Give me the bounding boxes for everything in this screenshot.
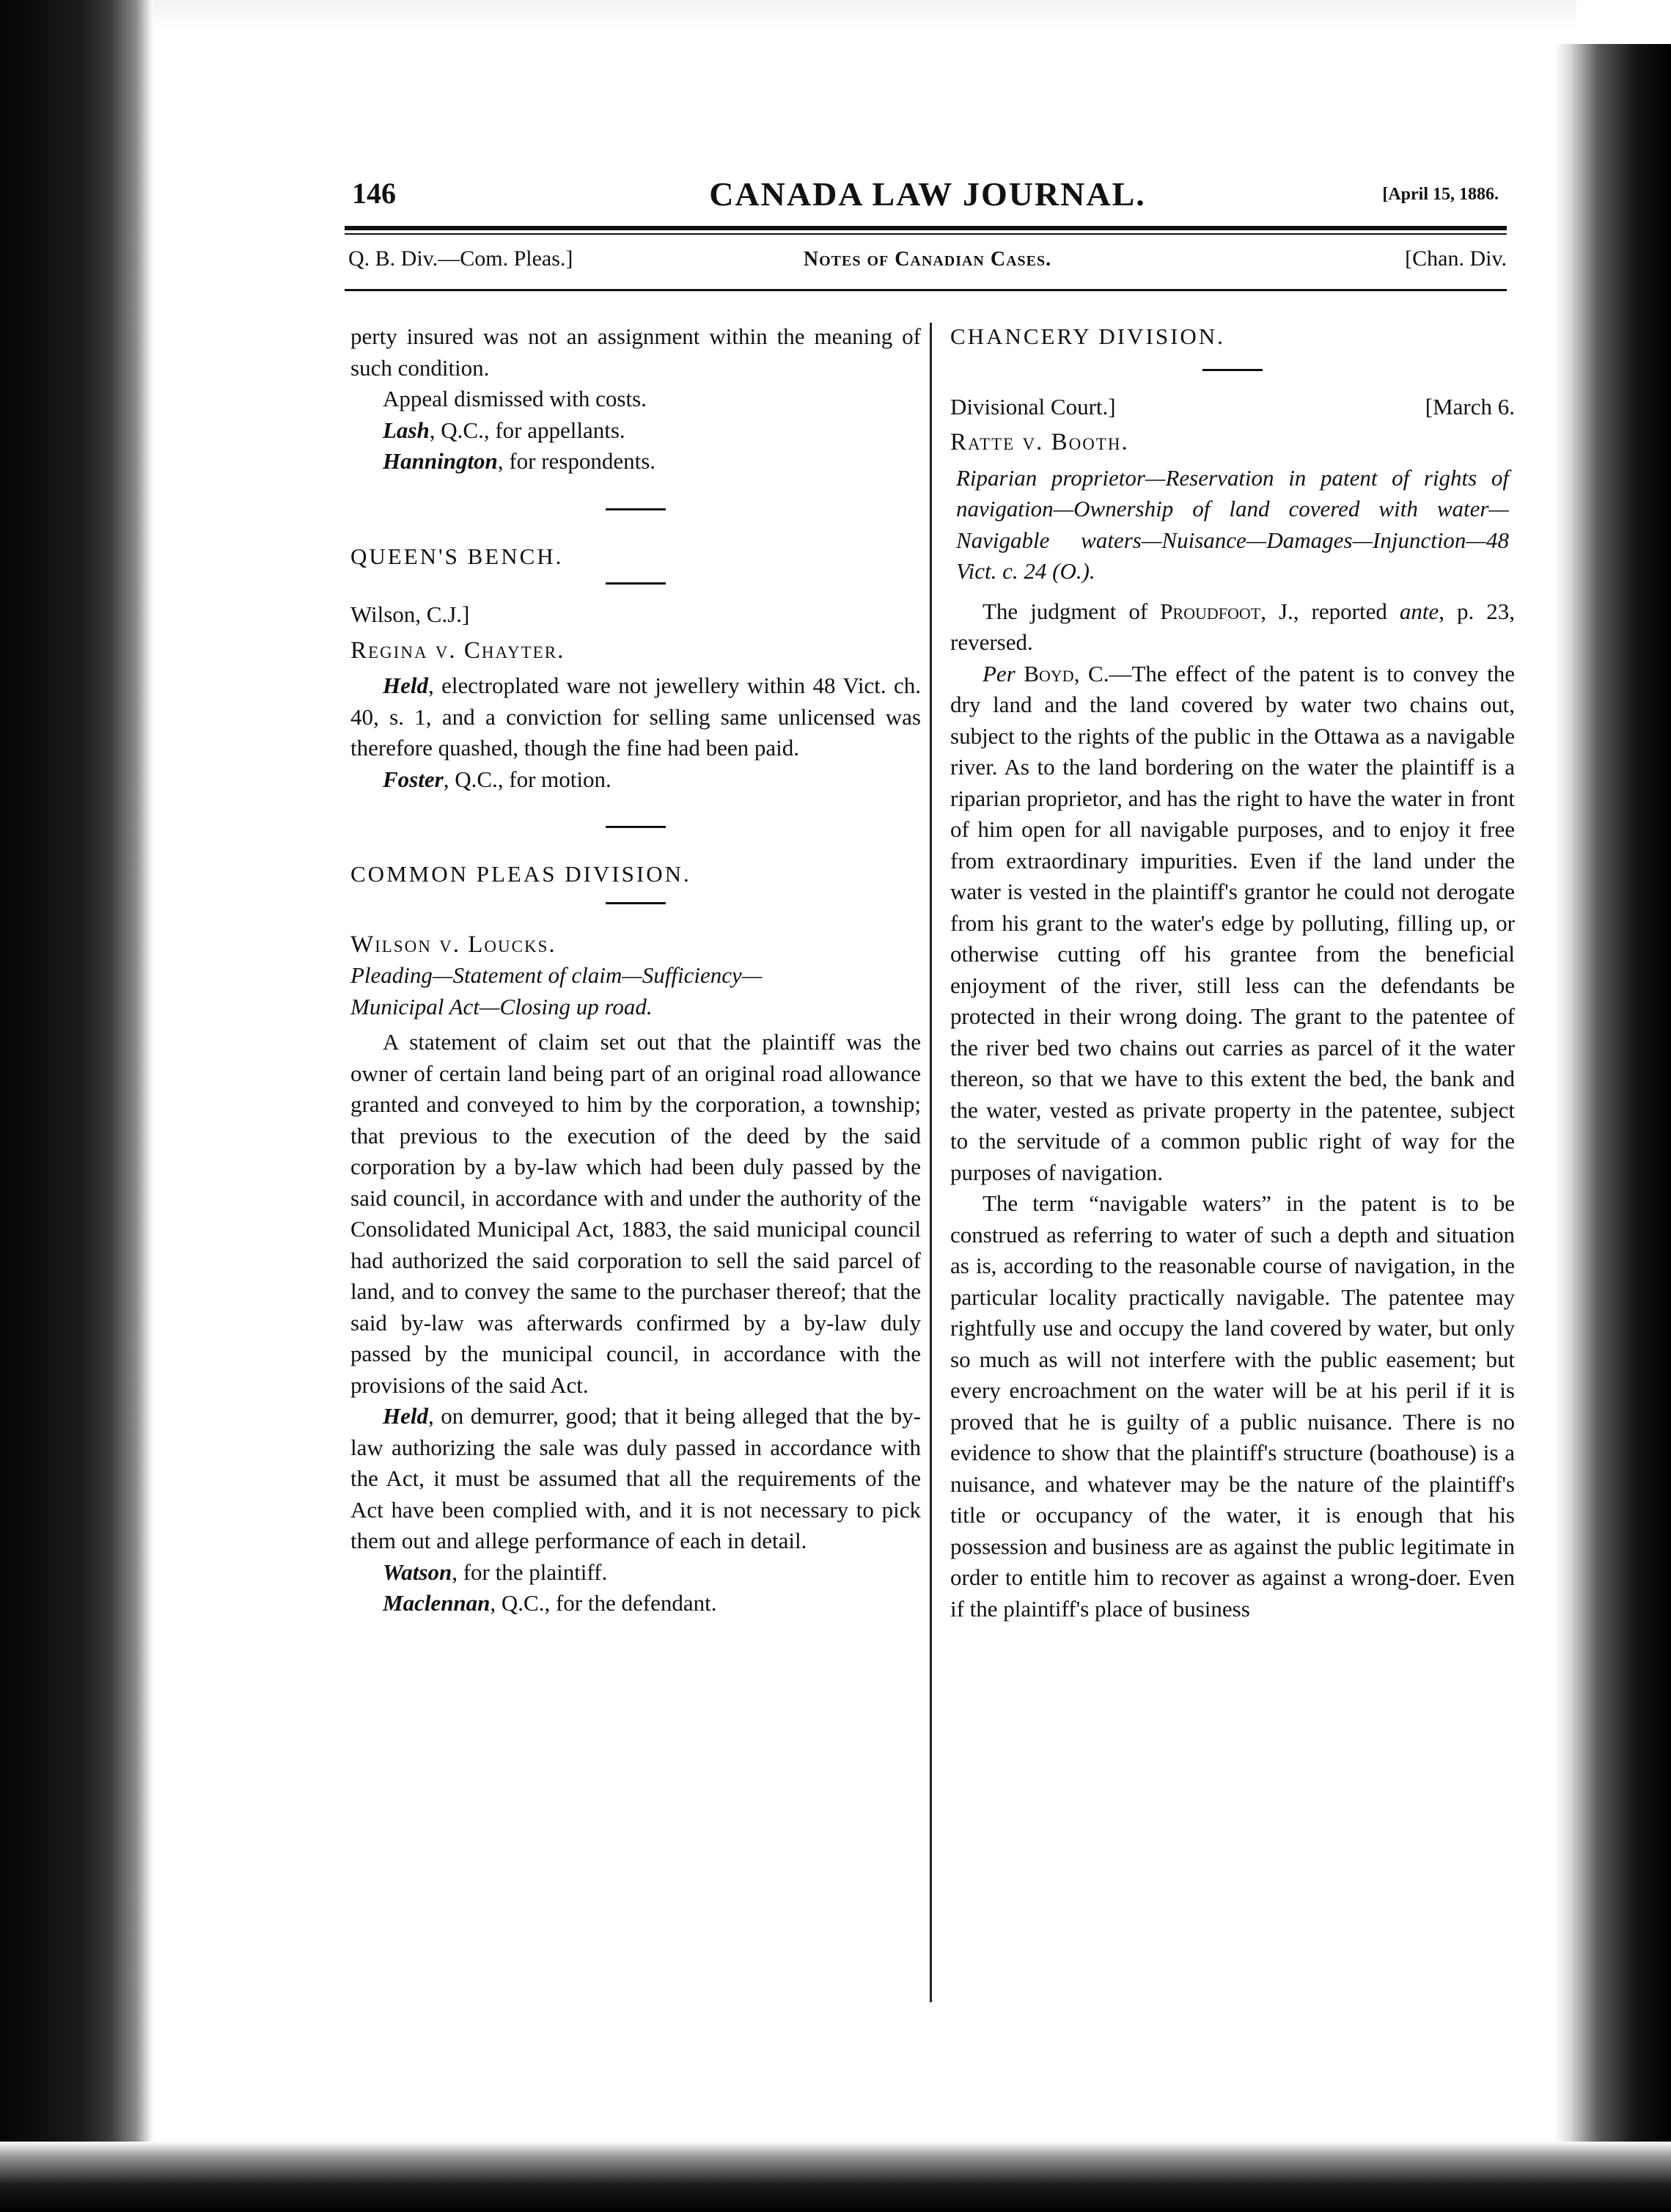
right-column <box>950 321 1515 1625</box>
counsel-line: Maclennan, Q.C., for the defendant. <box>383 1590 717 1616</box>
subheader-left: Q. B. Div.—Com. Pleas.] <box>348 246 573 271</box>
counsel-line: Lash, Q.C., for appellants. <box>383 417 625 443</box>
section-heading: CHANCERY DIVISION. <box>950 323 1225 349</box>
statement-paragraph: A statement of claim set out that the plaintiff was the owner of certain land being part of an original road allowance granted and conveyed to him by the corporation, a township; that previous to the execution of the deed by the said corporation by a by-law which had been duly passed by the said council, in accordance with and under the authority of the Consolidated Municipal Act, 1883, the said municipal council had authorized the said corporation to sell the said parcel of land, and to convey the same to the purchaser thereof; that the said by-law was afterwards confirmed by a by-law duly passed by the municipal council, in accordance with the provisions of the said Act. <box>350 1029 921 1398</box>
section-rule <box>606 582 666 585</box>
counsel-line: Hannington, for respondents. <box>383 448 656 474</box>
opinion-paragraph: The term “navigable waters” in the patent is to be construed as referring to water of such a depth and situation as is, according to the reasonable course of navigation, in the particular locality practically navigable. The patentee may rightfully use and occupy the land covered by water, but only so much as will not interfere with the public easement; but every encroachment on the water will be at his peril if it is proved that he is guilty of a public nuisance. There is no evidence to show that the plaintiff's structure (boathouse) is a nuisance, and whatever may be the nature of the plaintiff's title or occupancy of the water, it is enough that his possession and business are as against the public legitimate in order to entitle him to recover as against a wrong-doer. Even if the plaintiff's place of business <box>950 1190 1515 1622</box>
case-name: Ratte v. Booth. <box>950 429 1129 455</box>
held-paragraph: Held, on demurrer, good; that it being alleged that the by-law authorizing the sale was duly passed in accordance with the Act, it must be assumed that all the requirements of the Act have been complied with, and it is not necessary to pick them out and allege performance of each in detail. <box>350 1403 921 1553</box>
scan-bottom-edge <box>0 2142 1671 2212</box>
section-rule <box>606 902 666 904</box>
section-rule <box>1202 369 1263 371</box>
page-number: 146 <box>352 177 396 210</box>
prev-case-text: perty insured was not an assignment within the meaning of such condition. <box>350 323 921 381</box>
decision-date: [March 6. <box>1425 393 1515 420</box>
journal-title: CANADA LAW JOURNAL. <box>709 175 1146 213</box>
catchwords: Riparian proprietor—Reservation in patent of rights of navigation—Ownership of land covered with water—Navigable waters—Nuisance—Damages—Injunction—48 Vict. c. 24 (O.). <box>956 464 1509 584</box>
left-column <box>350 321 921 1619</box>
judge-line: Wilson, C.J.] <box>350 601 470 627</box>
subheader-rule <box>345 289 1507 291</box>
scan-right-edge <box>1554 44 1671 2200</box>
page-header <box>352 175 1503 219</box>
header-rule-thin <box>345 233 1507 235</box>
catchwords: Municipal Act—Closing up road. <box>350 993 653 1019</box>
court-date-line <box>950 392 1515 423</box>
case-name: Regina v. Chayter. <box>350 637 565 664</box>
court-name: Divisional Court.] <box>950 393 1116 420</box>
held-paragraph: Held, electroplated ware not jewellery within 48 Vict. ch. 40, s. 1, and a conviction for selling same unlicensed was therefore quashed, though the fine had been paid. <box>350 673 921 761</box>
running-subheader <box>348 246 1507 283</box>
scan-binding-shadow <box>0 0 154 2212</box>
counsel-line: Foster, Q.C., for motion. <box>383 766 612 792</box>
prev-case-result: Appeal dismissed with costs. <box>383 386 647 411</box>
section-rule <box>606 826 666 828</box>
counsel-line: Watson, for the plaintiff. <box>383 1559 608 1585</box>
column-divider <box>930 323 932 2002</box>
section-heading: QUEEN'S BENCH. <box>350 543 564 569</box>
case-name: Wilson v. Loucks. <box>350 931 557 958</box>
catchwords: Pleading—Statement of claim—Sufficiency— <box>350 962 763 988</box>
subheader-right: [Chan. Div. <box>1405 246 1507 271</box>
section-rule <box>606 508 666 510</box>
opinion-paragraph: Per Boyd, C.—The effect of the patent is to convey the dry land and the land covered by water two chains out, subject to the rights of the public in the Ottawa as a navigable river. As to the land bordering on the water the plaintiff is a riparian proprietor, and has the right to have the water in front of him open for all navigable purposes, and to enjoy it free from extraordinary impurities. Even if the land under the water is vested in the plaintiff's grantor he could not derogate from his grant to the water's edge by polluting, filling up, or otherwise cutting off his grantee from the beneficial enjoyment of the river, still less can the defendants be protected in their wrong doing. The grant to the patentee of the river bed two chains out carries as parcel of it the water thereon, so that we have to this extent the bed, the bank and the water, vested as private property in the patentee, subject to the servitude of a common public right of way for the purposes of navigation. <box>950 660 1516 1185</box>
subheader-center: Notes of Canadian Cases. <box>803 248 1052 271</box>
section-heading: COMMON PLEAS DIVISION. <box>350 861 691 887</box>
issue-date: [April 15, 1886. <box>1382 185 1499 204</box>
scan-top-edge <box>147 0 1576 29</box>
judgment-paragraph: The judgment of Proudfoot, J., reported ante, p. 23, reversed. <box>950 598 1515 655</box>
header-rule <box>345 226 1507 230</box>
